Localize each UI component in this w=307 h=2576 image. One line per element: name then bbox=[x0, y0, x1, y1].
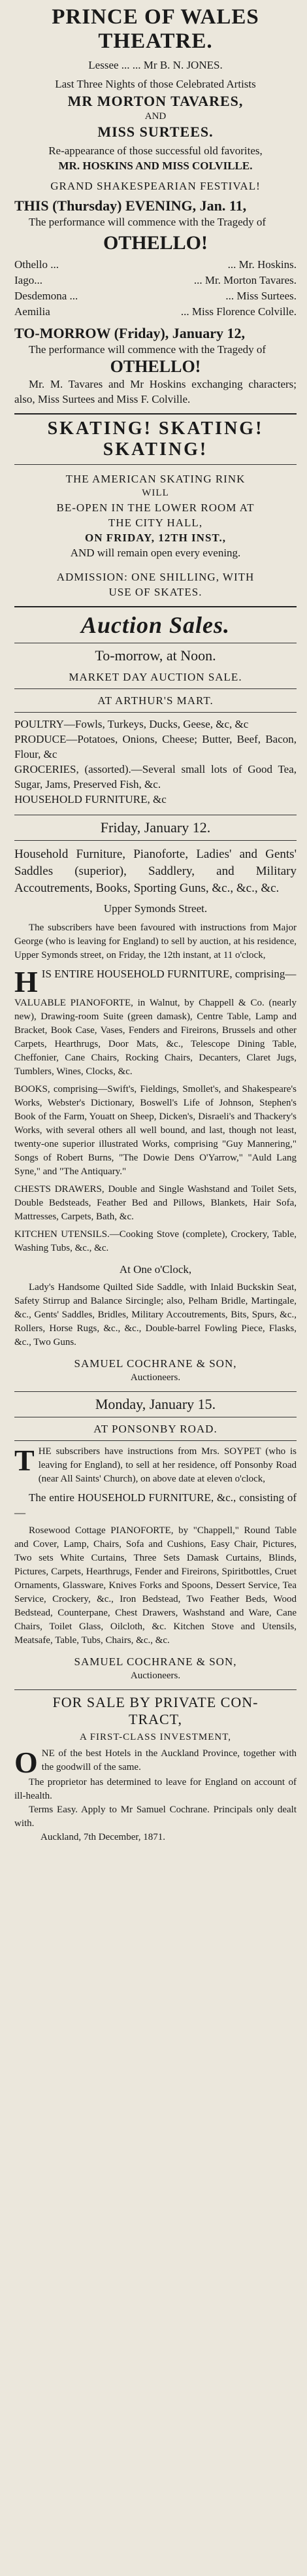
private-hotel bbox=[14, 1747, 297, 1776]
theatre-reappearance: Re-appearance of those successful old favorites, bbox=[48, 144, 263, 157]
skating-will: WILL bbox=[142, 488, 169, 498]
monday-auctioneers: Auctioneers. bbox=[130, 1670, 181, 1681]
friday-one-oclock: At One o'Clock, bbox=[119, 1263, 192, 1276]
section-divider bbox=[14, 1689, 297, 1690]
drop-cap-letter: H bbox=[14, 966, 38, 995]
theatre-commence2: The performance will commence with the Tragedy of bbox=[29, 343, 267, 356]
theatre-title: PRINCE OF WALES THEATRE. bbox=[52, 5, 259, 53]
cast-role: Othello ... bbox=[14, 258, 59, 271]
cast-row bbox=[14, 257, 297, 273]
cast-role: Desdemona ... bbox=[14, 290, 78, 302]
advertisement-column bbox=[14, 0, 297, 1844]
cast-actor: ... Mr. Hoskins. bbox=[227, 258, 297, 271]
friday-auctioneer: SAMUEL COCHRANE & SON, bbox=[74, 1357, 237, 1370]
cast-row bbox=[14, 304, 297, 320]
friday-entire bbox=[14, 966, 297, 995]
cast-actor: ... Mr. Morton Tavares. bbox=[193, 274, 297, 286]
friday-piano: VALUABLE PIANOFORTE, in Walnut, by Chappell & Co. (nearly new), Drawing-room Suite (green damask), Centre Table, Lamp and Bracket, Book Case, Vases, Fenders and Fireirons, Brussels and other Carpets, Hearthrugs, Door Mats, &c., Telescope Dining Table, Cheffonier, Cane Chairs, Rocking Chairs, Decanters, Claret Jugs, Tumblers, Wines, Clocks, &c. bbox=[14, 998, 297, 1077]
monday-auctioneer: SAMUEL COCHRANE & SON, bbox=[74, 1655, 237, 1668]
auction-groceries: GROCERIES, (assorted).—Several small lots of Good Tea, Sugar, Jams, Preserved Fish, &c. bbox=[14, 763, 297, 790]
section-divider bbox=[14, 1440, 297, 1441]
skating-admission1: ADMISSION: ONE SHILLING, WITH bbox=[56, 571, 255, 583]
cast-actor: ... Miss Surtees. bbox=[225, 290, 297, 302]
theatre-artists-line1: MR MORTON TAVARES, bbox=[67, 93, 244, 109]
section-divider bbox=[14, 840, 297, 841]
friday-location: Upper Symonds Street. bbox=[103, 902, 208, 915]
cast-row bbox=[14, 288, 297, 304]
auction-produce: PRODUCE—Potatoes, Onions, Cheese; Butter, Beef, Bacon, Flour, &c bbox=[14, 733, 297, 760]
friday-summary: Household Furniture, Pianoforte, Ladies' and Gents' Saddles (superior), Saddlery, and Military Accoutrements, Books, Sporting Guns, &c., &c., &c. bbox=[14, 847, 297, 895]
monday-auction-advertisement bbox=[14, 1396, 297, 1683]
skating-headline1: SKATING! SKATING! bbox=[47, 418, 264, 439]
skating-headline2: SKATING! bbox=[103, 439, 208, 460]
section-divider bbox=[14, 413, 297, 415]
auction-poultry: POULTRY—Fowls, Turkeys, Ducks, Geese, &c, &c bbox=[14, 718, 249, 730]
skating-rink: THE AMERICAN SKATING RINK bbox=[65, 473, 246, 485]
section-divider bbox=[14, 464, 297, 465]
private-investment: A FIRST-CLASS INVESTMENT, bbox=[79, 1732, 232, 1742]
cast-role: Iago... bbox=[14, 274, 42, 286]
theatre-festival: GRAND SHAKESPEARIAN FESTIVAL! bbox=[50, 180, 261, 192]
theatre-artists-line3: MISS SURTEES. bbox=[97, 124, 214, 140]
friday-entire-text: IS ENTIRE HOUSEHOLD FURNITURE, comprising— bbox=[41, 968, 297, 980]
private-proprietor: The proprietor has determined to leave for England on account of ill-health. bbox=[14, 1777, 297, 1801]
friday-chests: CHESTS DRAWERS, Double and Single Washstand and Toilet Sets, Double Bedsteads, Feather Bed and Pillows, Blankets, Hair Sofa, Mattresses, Carpets, Bath, &c. bbox=[14, 1184, 297, 1222]
cast-actor: ... Miss Florence Colville. bbox=[180, 305, 297, 318]
cast-row bbox=[14, 273, 297, 288]
private-heading1: FOR SALE BY PRIVATE CON- bbox=[52, 1694, 259, 1710]
section-divider bbox=[14, 688, 297, 689]
theatre-exchange: Mr. M. Tavares and Mr Hoskins exchanging characters; also, Miss Surtees and Miss F. Colville. bbox=[14, 378, 297, 405]
friday-saddles: Lady's Handsome Quilted Side Saddle, with Inlaid Buckskin Seat, Safety Stirrup and Balance Sircingle; also, Pelham Bridle, Martingale, &c., Gents' Saddles, Bridles, Military Accoutrements, Bits, Spurs, &c., Rollers, Horse Rugs, &c., &c., Double-barrel Fowling Piece, Flasks, &c., Two Guns. bbox=[14, 1282, 297, 1347]
skating-admission2: USE OF SKATES. bbox=[108, 586, 202, 598]
monday-entire: The entire HOUSEHOLD FURNITURE, &c., consisting of— bbox=[14, 1491, 297, 1519]
monday-rosewood: Rosewood Cottage PIANOFORTE, by "Chappell," Round Table and Cover, Lamp, Chairs, Sofa and Cushions, Easy Chair, Pictures, Two sets White Curtains, Three Sets Damask Curtains, Blinds, Pictures, Carpets, Hearthrugs, Fender and Fireirons, Spiritbottles, Cruet Ornaments, Glassware, Knives Forks and Spoons, Dessert Service, Tea Service, Crockery, &c., Iron Bedstead, Two Feather Beds, Wood Bedstead, Counterpane, Chest Drawers, Washstand and Ware, Cane Chairs, Toilet Glass, Oilcloth, &c. Kitchen Stove and Utensils, Meatsafe, Table, Tubs, Chairs, &c., &c. bbox=[14, 1525, 297, 1646]
monday-instructions-text: HE subscribers have instructions from Mrs. SOYPET (who is leaving for England), to sell at her residence, off Ponsonby Road (near All Saints' Church), on above date at eleven o'clock, bbox=[38, 1446, 297, 1484]
friday-books: BOOKS, comprising—Swift's, Fieldings, Smollet's, and Shakespeare's Works, Webster's Dictionary, Boswell's Life of Johnson, Stephen's Book of the Farm, Youatt on Sheep, Dicken's, Disraeli's and Thackery's Works, with several others all well bound, and last, though not least, twenty-one superior illustrated Works, comprising "Guy Mannering," Songs of Robert Burns, "The Dowie Dens O'Yarrow," "Auld Lang Syne," and "The Antiquary." bbox=[14, 1084, 297, 1177]
private-place-date: Auckland, 7th December, 1871. bbox=[40, 1832, 166, 1842]
private-heading2: TRACT, bbox=[129, 1711, 182, 1727]
auction-market-advertisement bbox=[14, 611, 297, 807]
skating-date: ON FRIDAY, 12TH INST., bbox=[85, 532, 226, 544]
cast-role: Aemilia bbox=[14, 305, 50, 318]
section-divider bbox=[14, 606, 297, 607]
auction-furniture: HOUSEHOLD FURNITURE, &c bbox=[14, 793, 167, 805]
skating-reopen: BE-OPEN IN THE LOWER ROOM AT bbox=[56, 501, 255, 514]
auction-mart: AT ARTHUR'S MART. bbox=[97, 694, 214, 707]
monday-location: AT PONSONBY ROAD. bbox=[93, 1423, 218, 1435]
skating-open: AND will remain open every evening. bbox=[70, 547, 241, 559]
theatre-play2: OTHELLO! bbox=[110, 357, 201, 376]
friday-auction-advertisement bbox=[14, 819, 297, 1385]
drop-cap-letter: T bbox=[14, 1445, 35, 1477]
auction-heading: Auction Sales. bbox=[80, 612, 231, 638]
theatre-advertisement bbox=[14, 0, 297, 407]
theatre-play: OTHELLO! bbox=[103, 232, 208, 254]
auction-market-day: MARKET DAY AUCTION SALE. bbox=[69, 671, 242, 683]
theatre-intro: Last Three Nights of those Celebrated Artists bbox=[55, 78, 256, 90]
theatre-tomorrow: TO-MORROW (Friday), January 12, bbox=[14, 325, 246, 341]
theatre-lessee: Lessee ... ... Mr B. N. JONES. bbox=[88, 59, 223, 71]
theatre-artists-line2: AND bbox=[144, 111, 167, 122]
theatre-favorites: MR. HOSKINS AND MISS COLVILLE. bbox=[58, 160, 253, 172]
section-divider bbox=[14, 712, 297, 713]
theatre-commence: The performance will commence with the Tragedy of bbox=[29, 216, 267, 228]
skating-hall: THE CITY HALL, bbox=[108, 517, 203, 529]
drop-cap-letter: O bbox=[14, 1747, 38, 1776]
monday-date: Monday, January 15. bbox=[95, 1396, 216, 1412]
friday-instructions: The subscribers have been favoured with instructions from Major George (who is leaving for England) to sell by auction, at his residence, Upper Symonds street, on Friday, the 12th instant, at 11 o'clock, bbox=[14, 923, 297, 960]
private-hotel-text: NE of the best Hotels in the Auckland Province, together with the goodwill of the same. bbox=[41, 1748, 297, 1772]
monday-instructions bbox=[14, 1445, 297, 1486]
theatre-this-evening: THIS (Thursday) EVENING, Jan. 11, bbox=[14, 197, 247, 214]
private-terms: Terms Easy. Apply to Mr Samuel Cochrane. Principals only dealt with. bbox=[14, 1805, 297, 1829]
section-divider bbox=[14, 1391, 297, 1392]
skating-advertisement bbox=[14, 418, 297, 600]
auction-tomorrow-noon: To-morrow, at Noon. bbox=[95, 647, 216, 664]
private-contract-advertisement bbox=[14, 1694, 297, 1844]
theatre-cast-list bbox=[14, 257, 297, 320]
friday-kitchen: KITCHEN UTENSILS.—Cooking Stove (complete), Crockery, Table, Washing Tubs, &c., &c. bbox=[14, 1229, 297, 1253]
friday-date: Friday, January 12. bbox=[100, 819, 211, 836]
friday-auctioneers: Auctioneers. bbox=[130, 1372, 181, 1383]
